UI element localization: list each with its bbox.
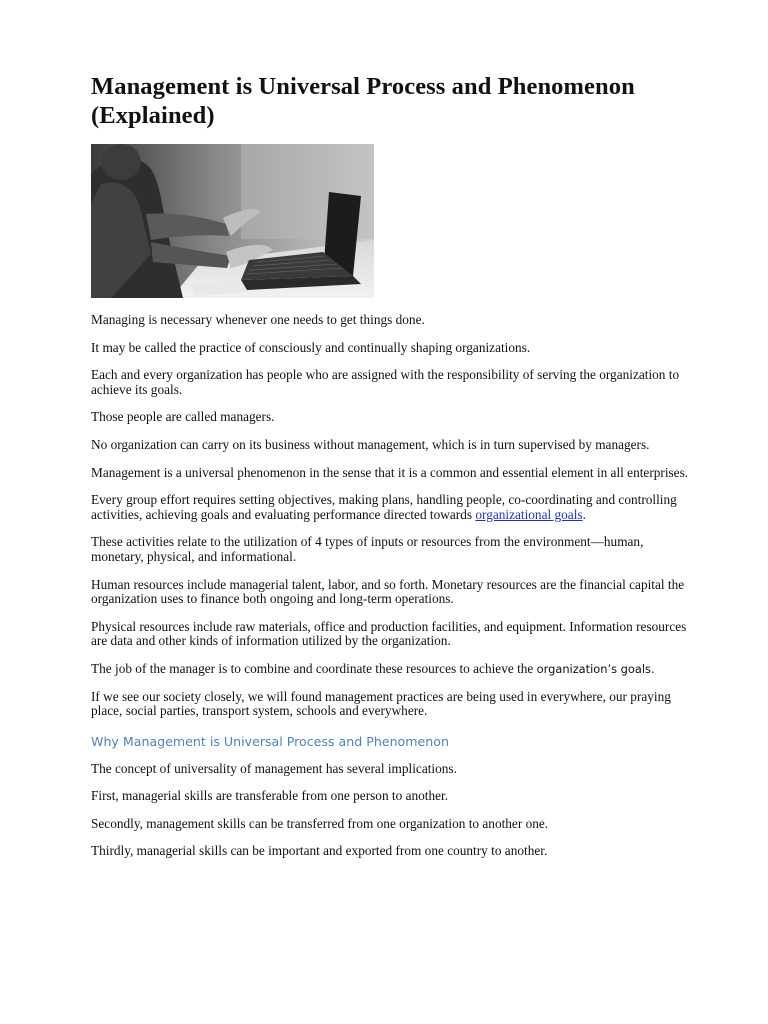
paragraph-thirdly: Thirdly, managerial skills can be important and exported from one country to another. [91, 843, 548, 859]
document-title: Management is Universal Process and Phenomenon (Explained) [91, 73, 635, 129]
paragraph-resources: These activities relate to the utilization of 4 types of inputs or resources from the environment—human, monetary, physical, and informational. [91, 534, 644, 564]
businessman-laptop-photo [91, 144, 374, 298]
paragraph-goals-text: Every group effort requires setting objectives, making plans, handling people, co-coordinating and controlling activities, achieving goals and evaluating performance directed towards [91, 492, 677, 522]
section-subheading: Why Management is Universal Process and Phenomenon [91, 733, 449, 749]
paragraph-society: If we see our society closely, we will found management practices are being used in everywhere, our praying place, social parties, transport system, schools and everywhere. [91, 688, 671, 719]
paragraph-job-tail: . [650, 661, 655, 676]
paragraph-6: Management is a universal phenomenon in the sense that it is a common and essential element in all enterprises. [91, 464, 689, 480]
organizational-goals-link[interactable]: organizational goals [475, 506, 583, 522]
paragraph-job [91, 662, 691, 677]
paragraph-goals-tail: . [582, 506, 586, 522]
photo-illustration [91, 144, 374, 298]
paragraph-goals [91, 493, 691, 522]
paragraph-first: First, managerial skills are transferable from one person to another. [91, 788, 449, 804]
paragraph-physical-resources: Physical resources include raw materials, office and production facilities, and equipment. Information resources are data and other kinds of information utilized by the organization. [91, 618, 687, 649]
document-page [91, 72, 691, 859]
paragraph-1: Managing is necessary whenever one needs to get things done. [91, 312, 425, 327]
paragraph-job-text: The job of the manager is to combine and coordinate these resources to achieve the [91, 660, 537, 676]
paragraph-secondly: Secondly, management skills can be transferred from one organization to another one. [91, 815, 549, 831]
paragraph-3: Each and every organization has people who are assigned with the responsibility of serving the organization to achieve its goals. [91, 367, 680, 397]
paragraph-universality: The concept of universality of management has several implications. [91, 760, 457, 776]
paragraph-human-resources: Human resources include managerial talent, labor, and so forth. Monetary resources are the financial capital the organization uses to finance both ongoing and long-term operations. [91, 576, 685, 607]
paragraph-5: No organization can carry on its business without management, which is in turn supervised by managers. [91, 436, 650, 452]
article-body [91, 313, 691, 859]
paragraph-2: It may be called the practice of consciously and continually shaping organizations. [91, 339, 531, 355]
paragraph-job-goals: organization’s goals [536, 661, 651, 676]
paragraph-4: Those people are called managers. [91, 409, 275, 425]
